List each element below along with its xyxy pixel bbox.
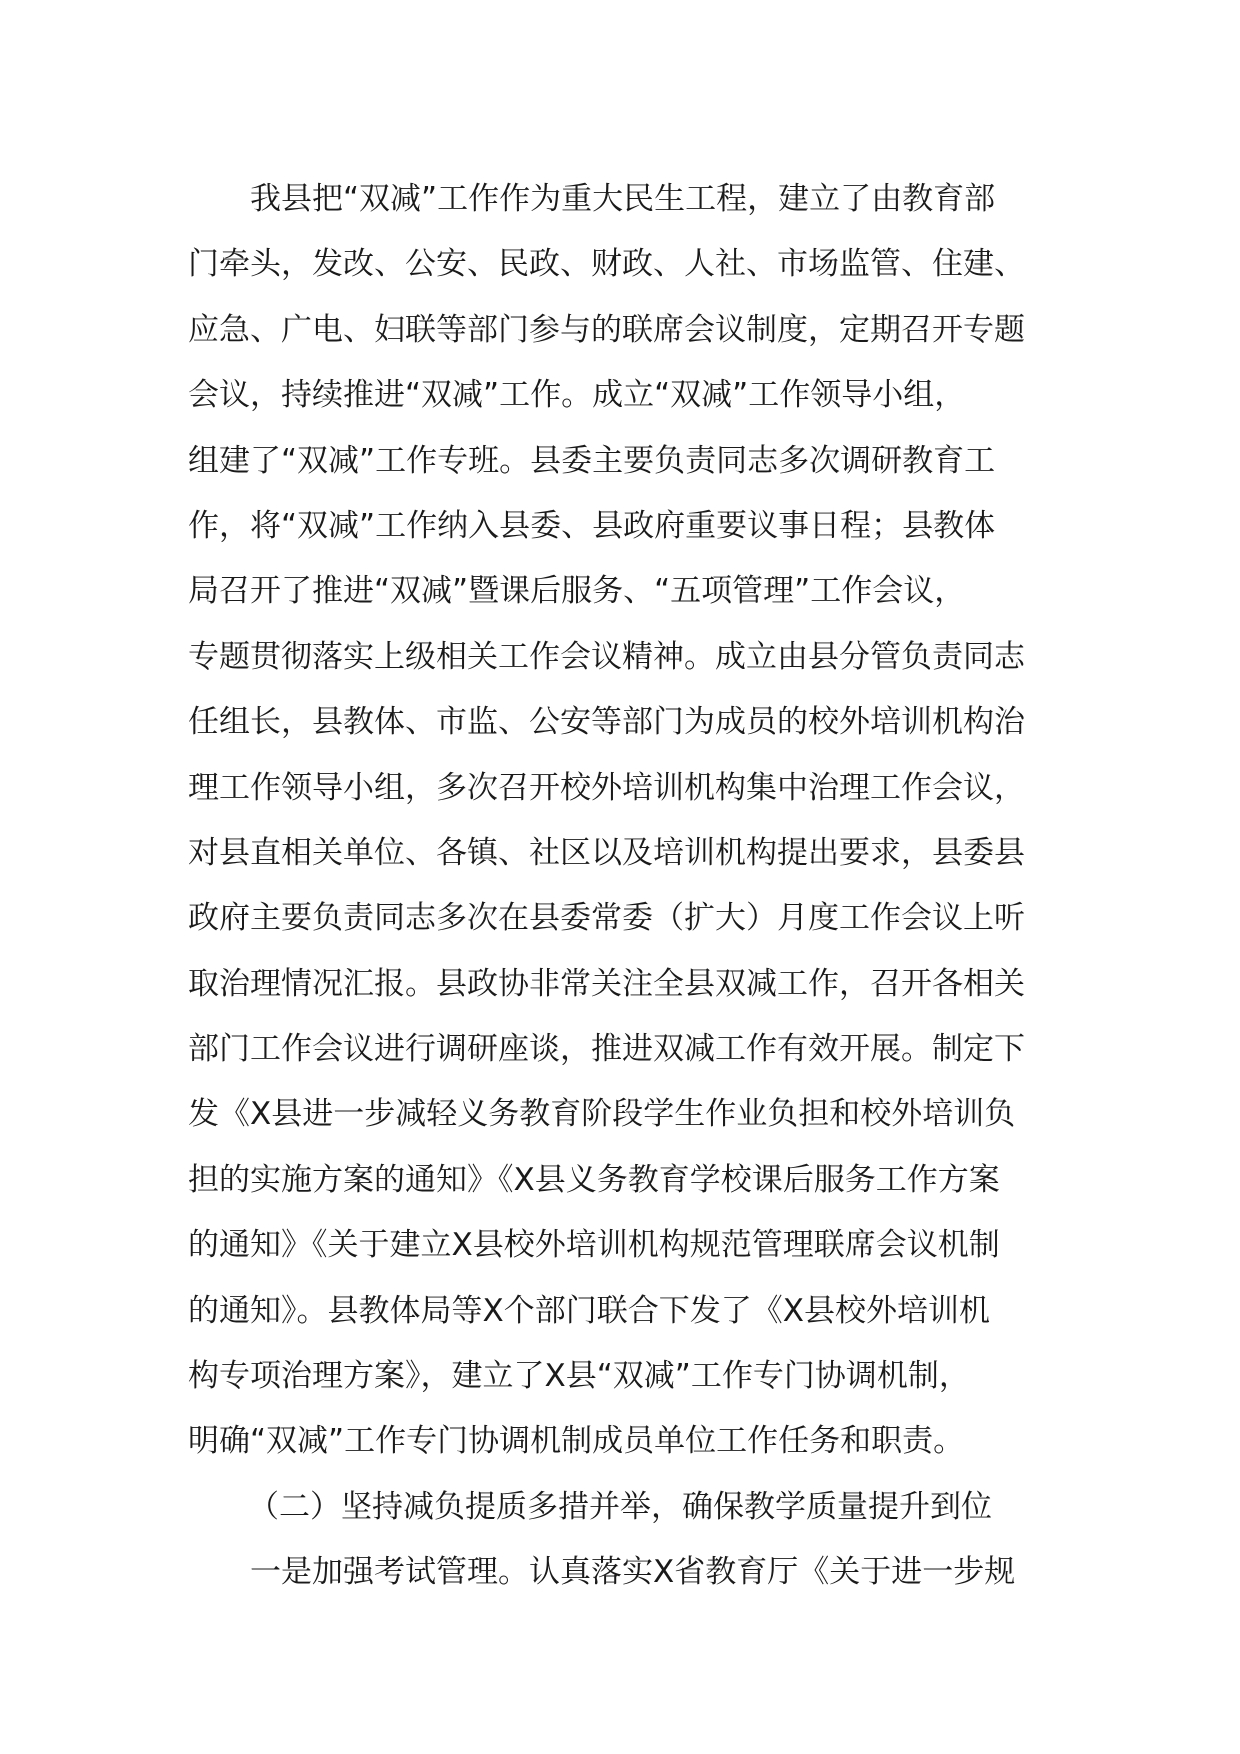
paragraph-line: 一是加强考试管理。认真落实X省教育厅《关于进一步规 (250, 1554, 1016, 1591)
paragraph-line: 理工作领导小组，多次召开校外培训机构集中治理工作会议， (188, 769, 1025, 806)
paragraph-line: 对县直相关单位、各镇、社区以及培训机构提出要求，县委县 (188, 834, 1025, 871)
paragraph-line: 明确“双减”工作专门协调机制成员单位工作任务和职责。 (188, 1423, 965, 1460)
document-body (188, 167, 1060, 1606)
paragraph-line: 组建了“双减”工作专班。县委主要负责同志多次调研教育工 (188, 442, 996, 479)
paragraph-line: 的通知》《关于建立X县校外培训机构规范管理联席会议机制 (188, 1227, 1000, 1264)
paragraph-line: 局召开了推进“双减”暨课后服务、“五项管理”工作会议， (188, 573, 966, 610)
paragraph-line: 担的实施方案的通知》《X县义务教育学校课后服务工作方案 (188, 1161, 1000, 1198)
paragraph-line: 应急、广电、妇联等部门参与的联席会议制度，定期召开专题 (188, 311, 1025, 348)
paragraph-line: 部门工作会议进行调研座谈，推进双减工作有效开展。制定下 (188, 1031, 1025, 1068)
paragraph-line: 取治理情况汇报。县政协非常关注全县双减工作，召开各相关 (188, 965, 1025, 1002)
section-heading: （二）坚持减负提质多措并举，确保教学质量提升到位 (248, 1488, 992, 1525)
paragraph-line: 专题贯彻落实上级相关工作会议精神。成立由县分管负责同志 (188, 638, 1025, 675)
paragraph-line: 作，将“双减”工作纳入县委、县政府重要议事日程；县教体 (188, 507, 996, 544)
paragraph-line: 任组长，县教体、市监、公安等部门为成员的校外培训机构治 (188, 704, 1025, 741)
paragraph-line: 会议，持续推进“双减”工作。成立“双减”工作领导小组， (188, 377, 966, 414)
paragraph-line: 我县把“双减”工作作为重大民生工程，建立了由教育部 (250, 181, 996, 217)
paragraph-line: 发《X县进一步减轻义务教育阶段学生作业负担和校外培训负 (188, 1096, 1016, 1133)
paragraph-line: 门牵头，发改、公安、民政、财政、人社、市场监管、住建、 (188, 246, 1025, 283)
paragraph-line: 构专项治理方案》，建立了X县“双减”工作专门协调机制， (188, 1358, 970, 1395)
paragraph-line: 的通知》。县教体局等X个部门联合下发了《X县校外培训机 (188, 1292, 990, 1329)
paragraph-line: 政府主要负责同志多次在县委常委（扩大）月度工作会议上听 (188, 900, 1025, 937)
